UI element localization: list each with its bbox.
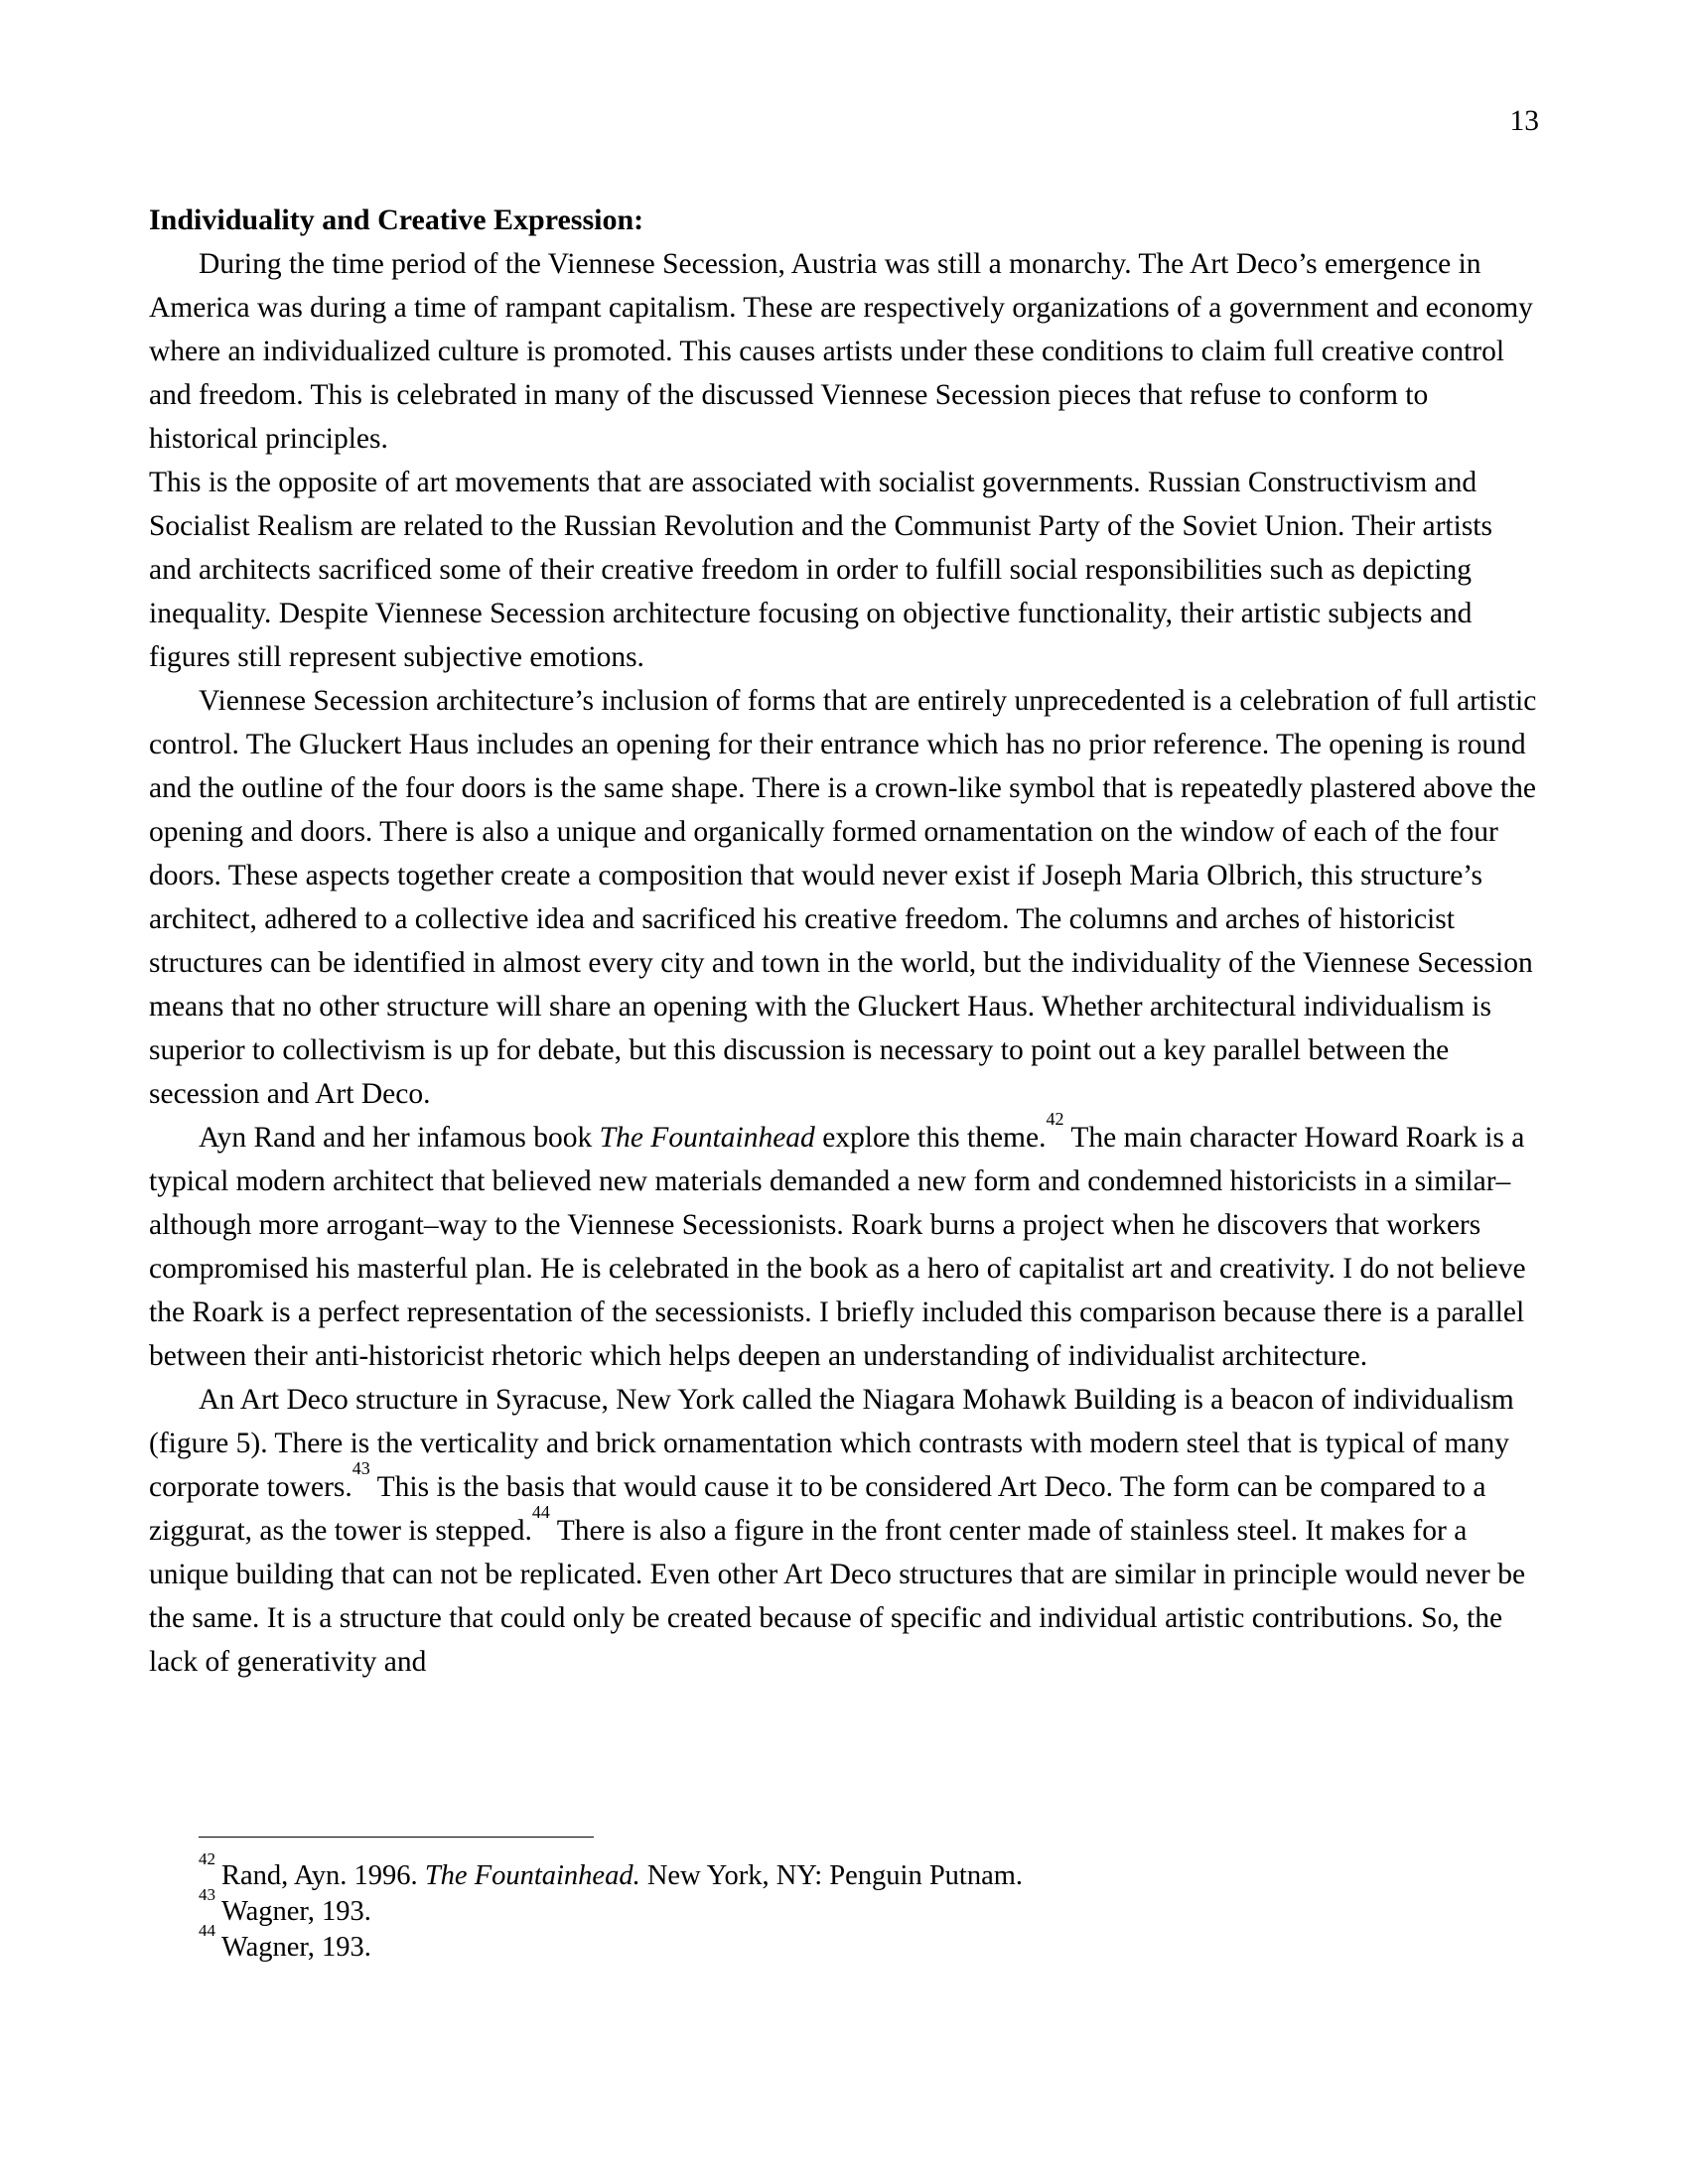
footnote-number: 43: [199, 1884, 215, 1904]
book-title: The Fountainhead: [599, 1122, 815, 1154]
paragraph-1: During the time period of the Viennese Secession, Austria was still a monarchy. The Art Deco’s emergence in America was during a time of rampant capitalism. These are respectively organizations of a government and economy where an individualized culture is promoted. This causes artists under these conditions to claim full creative control and freedom. This is celebrated in many of the discussed Viennese Secession pieces that refuse to conform to historical principles.: [149, 248, 1533, 455]
footnote-44: [199, 1920, 1539, 1966]
footnote-text: Wagner, 193.: [221, 1896, 371, 1927]
paragraph-4-text-mid: explore this theme.: [814, 1122, 1047, 1154]
footnote-divider: [199, 1837, 594, 1838]
paragraph-4-text-start: Ayn Rand and her infamous book: [199, 1122, 600, 1154]
footnote-42: [199, 1848, 1539, 1894]
footnote-book-title: The Fountainhead.: [424, 1860, 640, 1891]
footnote-number: 42: [199, 1848, 215, 1868]
paragraph-5-text-1: An Art Deco structure in Syracuse, New York called the Niagara Mohawk Building is a beacon of individualism (figure 5). There is the verticality and brick ornamentation which contrasts with modern steel that is typical of many corporate towers.: [149, 1384, 1514, 1503]
paragraph-4: [149, 1109, 1539, 1378]
footnote-reference-42[interactable]: 42: [1046, 1109, 1064, 1130]
page-number: 13: [1509, 105, 1539, 137]
footnote-text: Rand, Ayn. 1996.: [221, 1860, 425, 1891]
footnotes: [199, 1848, 1539, 1966]
paragraph-5-text-2: This is the basis that would cause it to be considered Art Deco. The form can be compared to a ziggurat, as the tower is stepped.: [149, 1471, 1486, 1547]
footnote-reference-43[interactable]: 43: [352, 1458, 370, 1479]
paragraph-5: [149, 1378, 1539, 1684]
body-text: [149, 199, 1539, 1684]
paragraph-4-text-end: The main character Howard Roark is a typical modern architect that believed new materials demanded a new form and condemned historicists in a similar–although more arrogant–way to the Viennese Secessionists. Roark burns a project when he discovers that workers compromised his masterful plan. He is celebrated in the book as a hero of capitalist art and creativity. I do not believe the Roark is a perfect representation of the secessionists. I briefly included this comparison because there is a parallel between their anti-historicist rhetoric which helps deepen an understanding of individualist architecture.: [149, 1122, 1526, 1372]
paragraph-2: This is the opposite of art movements that are associated with socialist governments. Russian Constructivism and Socialist Realism are related to the Russian Revolution and the Communist Party of the Soviet Union. Their artists and architects sacrificed some of their creative freedom in order to fulfill social responsibilities such as depicting inequality. Despite Viennese Secession architecture focusing on objective functionality, their artistic subjects and figures still represent subjective emotions.: [149, 467, 1492, 673]
section-heading: Individuality and Creative Expression:: [149, 204, 644, 236]
footnote-text: Wagner, 193.: [221, 1932, 371, 1963]
footnote-reference-44[interactable]: 44: [531, 1502, 550, 1523]
paragraph-5-text-3: There is also a figure in the front center made of stainless steel. It makes for a unique building that can not be replicated. Even other Art Deco structures that are similar in principle would never be the same. It is a structure that could only be created because of specific and individual artistic contributions. So, the lack of generativity and: [149, 1515, 1526, 1678]
footnote-43: [199, 1884, 1539, 1930]
footnote-text: New York, NY: Penguin Putnam.: [639, 1860, 1024, 1891]
footnote-number: 44: [199, 1920, 215, 1940]
paragraph-3: Viennese Secession architecture’s inclusion of forms that are entirely unprecedented is a celebration of full artistic control. The Gluckert Haus includes an opening for their entrance which has no prior reference. The opening is round and the outline of the four doors is the same shape. There is a crown-like symbol that is repeatedly plastered above the opening and doors. There is also a unique and organically formed ornamentation on the window of each of the four doors. These aspects together create a composition that would never exist if Joseph Maria Olbrich, this structure’s architect, adhered to a collective idea and sacrificed his creative freedom. The columns and arches of historicist structures can be identified in almost every city and town in the world, but the individuality of the Viennese Secession means that no other structure will share an opening with the Gluckert Haus. Whether architectural individualism is superior to collectivism is up for debate, but this discussion is necessary to point out a key parallel between the secession and Art Deco.: [149, 685, 1537, 1110]
